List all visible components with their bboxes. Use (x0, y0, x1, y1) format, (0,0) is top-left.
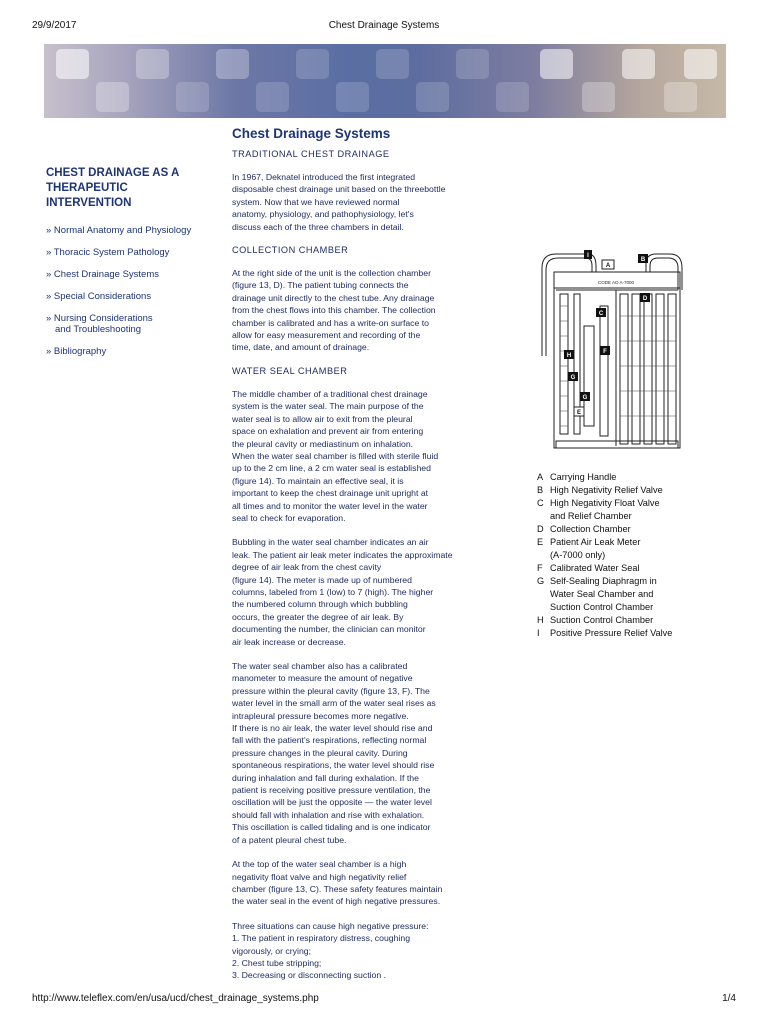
chest-drainage-unit-figure (530, 246, 690, 456)
sidebar-heading-line-1: CHEST DRAINAGE AS A (46, 167, 180, 179)
legend-key: G (537, 576, 545, 586)
legend-text: High Negativity Relief Valve (550, 485, 663, 495)
print-header (0, 0, 768, 40)
figure-label-d: D (642, 296, 648, 302)
figure-label-g1: G (570, 375, 576, 381)
print-date: 29/9/2017 (32, 20, 77, 31)
figure-label-e: E (576, 410, 582, 416)
paragraph-water-seal-2: Bubbling in the water seal chamber indicates an air leak. The patient air leak meter indicates the approximate degree of air leak from the chest cavity (figure 14). The meter is made up of numbered columns, labeled from 1 (low) to 7 (high). The higher the numbered column through which bubbling occurs, the greater the degree of air leak. By documenting the number, the clinician can monitor air leak increase or decrease. (232, 537, 453, 647)
paragraph-water-seal-3: The water seal chamber also has a calibrated manometer to measure the amount of negative pressure within the pleural cavity (figure 13, F). The water level in the small arm of the water seal rises as intrapleural pressure becomes more negative. If there is no air leak, the water level should rise and fall with the patient's respirations, reflecting normal pressure changes in the pleural cavity. During spontaneous respirations, the water level should rise during inhalation and fall during exhalation. If the patient is receiving positive pressure ventilation, the oscillation will be just the opposite — the water level should fall with inhalation and rise with exhalation. This oscillation is called tidaling and is one indicator of a patent pleural chest tube. (232, 661, 436, 845)
legend-row (537, 523, 737, 536)
sidebar-item-nursing-label-2: and Troubleshooting (55, 324, 142, 335)
sidebar-item-normal-anatomy[interactable]: » Normal Anatomy and Physiology (46, 225, 192, 236)
legend-row (537, 614, 737, 627)
paragraph-water-seal-4: At the top of the water seal chamber is a high negativity float valve and high negativity relief chamber (figure 13, C). These safety features maintain the water seal in the event of high negative pressures. (232, 859, 443, 907)
legend-text: Carrying Handle (550, 472, 617, 482)
figure-legend (537, 471, 737, 640)
legend-text: Suction Control Chamber (550, 615, 654, 625)
legend-text: High Negativity Float Valve and Relief Chamber (550, 498, 660, 521)
sidebar-item-bibliography[interactable]: » Bibliography (46, 346, 107, 357)
legend-key: B (537, 485, 544, 495)
sidebar-item-nursing-considerations[interactable] (46, 313, 212, 335)
sidebar-item-chest-drainage-systems[interactable]: » Chest Drainage Systems (46, 269, 159, 280)
legend-text: Collection Chamber (550, 524, 631, 534)
print-title: Chest Drainage Systems (328, 20, 440, 31)
legend-key: E (537, 537, 544, 547)
figure-label-i: I (587, 253, 589, 259)
legend-text: Calibrated Water Seal (550, 563, 640, 573)
legend-key: A (537, 472, 544, 482)
legend-key: D (537, 524, 544, 534)
print-page-number: 1/4 (722, 993, 736, 1004)
print-url: http://www.teleflex.com/en/usa/ucd/chest_drainage_systems.php (32, 993, 319, 1004)
legend-key: F (537, 563, 543, 573)
section-heading-traditional: TRADITIONAL CHEST DRAINAGE (232, 149, 390, 159)
paragraph-water-seal-5: Three situations can cause high negative pressure: 1. The patient in respiratory distress, coughing vigorously, or crying; 2. Chest tube stripping; 3. Decreasing or disconnecting suction . (232, 920, 429, 981)
figure-label-a: A (605, 263, 611, 269)
sidebar (46, 166, 212, 368)
sidebar-heading (46, 166, 212, 211)
section-heading-water-seal: WATER SEAL CHAMBER (232, 365, 348, 376)
sidebar-heading-line-2: THERAPEUTIC INTERVENTION (46, 182, 132, 209)
sidebar-item-nursing-label: » Nursing Considerations (46, 313, 153, 324)
sidebar-nav (46, 225, 212, 357)
figure-label-f: F (603, 349, 607, 355)
legend-key: I (537, 628, 540, 638)
legend-row (537, 575, 737, 614)
legend-text: Patient Air Leak Meter (A-7000 only) (550, 537, 641, 560)
legend-row (537, 497, 737, 523)
legend-row (537, 562, 737, 575)
paragraph-traditional: In 1967, Deknatel introduced the first integrated disposable chest drainage unit based on the threebottle system. Now that we have reviewed normal anatomy, physiology, and pathophysiology, let's discuss each of the three chambers in detail. (232, 172, 446, 232)
legend-row (537, 471, 737, 484)
paragraph-water-seal-1: The middle chamber of a traditional chest drainage system is the water seal. The main purpose of the water seal is to allow air to exit from the pleural space on exhalation and prevent air from entering the pleural cavity or mediastinum on inhalation. When the water seal chamber is filled with sterile fluid up to the 2 cm line, a 2 cm water seal is established (figure 14). To maintain an effective seal, it is important to keep the chest drainage unit upright at all times and to monitor the water level in the water seal to check for evaporation. (232, 388, 439, 523)
legend-key: C (537, 498, 544, 508)
legend-row (537, 536, 737, 562)
paragraph-collection: At the right side of the unit is the collection chamber (figure 13, D). The patient tubing connects the drainage unit directly to the chest tube. Any drainage from the chest flows into this chamber. The collection chamber is calibrated and has a write-on surface to allow for easy measurement and recording of the time, date, and amount of drainage. (232, 268, 436, 353)
main-content (232, 126, 500, 994)
legend-key: H (537, 615, 544, 625)
legend-text: Self-Sealing Diaphragm in Water Seal Chamber and Suction Control Chamber (550, 576, 657, 612)
legend-text: Positive Pressure Relief Valve (550, 628, 673, 638)
header-banner (44, 44, 726, 118)
figure-label-g2: G (582, 395, 588, 401)
section-heading-collection: COLLECTION CHAMBER (232, 245, 349, 256)
figure-top-text: CODE AO A-7000 (597, 280, 635, 285)
figure-label-c: C (598, 311, 604, 317)
figure-label-h: H (566, 353, 572, 359)
legend-row (537, 627, 737, 640)
page-title: Chest Drainage Systems (232, 126, 391, 141)
sidebar-item-special-considerations[interactable]: » Special Considerations (46, 291, 152, 302)
legend-row (537, 484, 737, 497)
figure-label-b: B (640, 257, 646, 263)
sidebar-item-thoracic-pathology[interactable]: » Thoracic System Pathology (46, 247, 170, 258)
